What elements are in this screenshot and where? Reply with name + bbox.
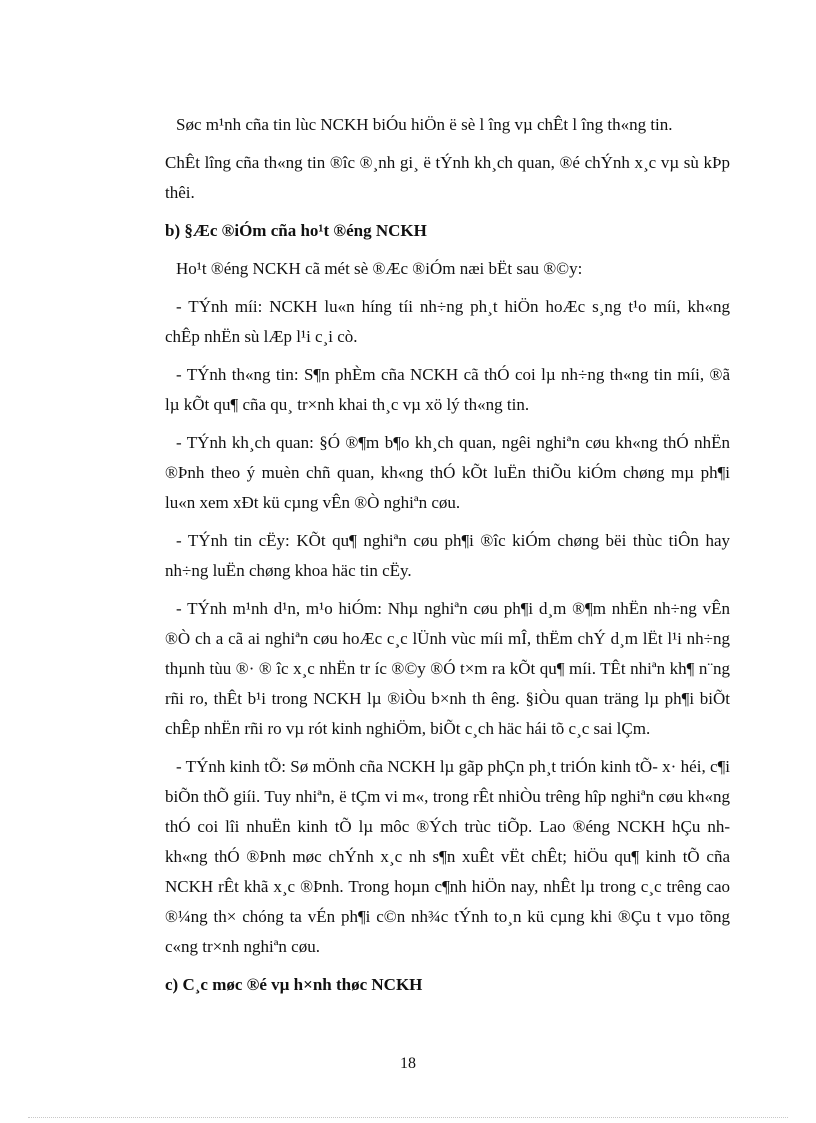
page-number: 18 — [400, 1055, 416, 1072]
section-heading: b) §Æc ®iÓm cña ho¹t ®éng NCKH — [165, 221, 427, 240]
paragraph: - TÝnh míi: NCKH lu«n híng tíi nh÷ng ph¸t hiÖn hoÆc s¸ng t¹o míi, kh«ng chÊp nhËn sù lÆp l¹i c¸i cò. — [165, 297, 730, 346]
paragraph: ChÊt lîng cña th«ng tin ®îc ®¸nh gi¸ ë tÝnh kh¸ch quan, ®é chÝnh x¸c vµ sù kÞp thêi. — [165, 153, 730, 202]
paragraph: - TÝnh th«ng tin: S¶n phÈm cña NCKH cã thÓ coi lµ nh÷ng th«ng tin míi, ®ã lµ kÕt qu¶ cña qu¸ tr×nh khai th¸c vµ xö lý th«ng tin. — [165, 365, 730, 414]
paragraph: Ho¹t ®éng NCKH cã mét sè ®Æc ®iÓm næi bËt sau ®©y: — [176, 259, 583, 278]
section-heading: c) C¸c møc ®é vµ h×nh thøc NCKH — [165, 975, 423, 994]
footer-divider — [28, 1117, 788, 1118]
paragraph: - TÝnh tin cËy: KÕt qu¶ nghiªn cøu ph¶i ®îc kiÓm chøng bëi thùc tiÔn hay nh÷ng luËn chøng khoa häc tin cËy. — [165, 531, 730, 580]
paragraph: - TÝnh m¹nh d¹n, m¹o hiÓm: Nhµ nghiªn cøu ph¶i d¸m ®¶m nhËn nh÷ng vÊn ®Ò ch a cã ai nghiªn cøu hoÆc c¸c lÜnh vùc míi mÎ, thËm chÝ d¸m lËt l¹i nh÷ng thµnh tùu ®· ® îc x¸c nhËn tr íc ®©y ®Ó t×m ra kÕt qu¶ míi. TÊt nhiªn kh¶ n¨ng rñi ro, thÊt b¹i trong NCKH lµ ®iÒu b×nh th êng. §iÒu quan träng lµ ph¶i biÕt chÊp nhËn rñi ro vµ rót kinh nghiÖm, biÕt c¸ch häc hái tõ c¸c sai lÇm. — [165, 599, 730, 738]
paragraph: - TÝnh kh¸ch quan: §Ó ®¶m b¶o kh¸ch quan, ngêi nghiªn cøu kh«ng thÓ nhËn ®Þnh theo ý muèn chñ quan, kh«ng thÓ kÕt luËn thiÕu kiÓm chøng mµ ph¶i lu«n xem xÐt kü cµng vÊn ®Ò nghiªn cøu. — [165, 433, 730, 512]
paragraph: - TÝnh kinh tÕ: Sø mÖnh cña NCKH lµ gãp phÇn ph¸t triÓn kinh tÕ- x· héi, c¶i biÕn thÕ giíi. Tuy nhiªn, ë tÇm vi m«, trong rÊt nhiÒu trêng hîp nghiªn cøu kh«ng thÓ coi lîi nhuËn kinh tÕ lµ môc ®Ých trùc tiÕp. Lao ®éng NCKH hÇu nh kh«ng thÓ ®Þnh møc chÝnh x¸c nh s¶n xuÊt vËt chÊt; hiÖu qu¶ kinh tÕ cña NCKH rÊt khã x¸c ®Þnh. Trong hoµn c¶nh hiÖn nay, nhÊt lµ trong c¸c trêng cao ®¼ng th× chóng ta vÉn ph¶i c©n nh¾c tÝnh to¸n kü cµng khi ®Çu t vµo tõng c«ng tr×nh nghiªn cøu. — [165, 757, 730, 956]
page-body — [165, 110, 730, 1008]
paragraph: Søc m¹nh cña tin lùc NCKH biÓu hiÖn ë sè l îng vµ chÊt l îng th«ng tin. — [176, 115, 673, 134]
